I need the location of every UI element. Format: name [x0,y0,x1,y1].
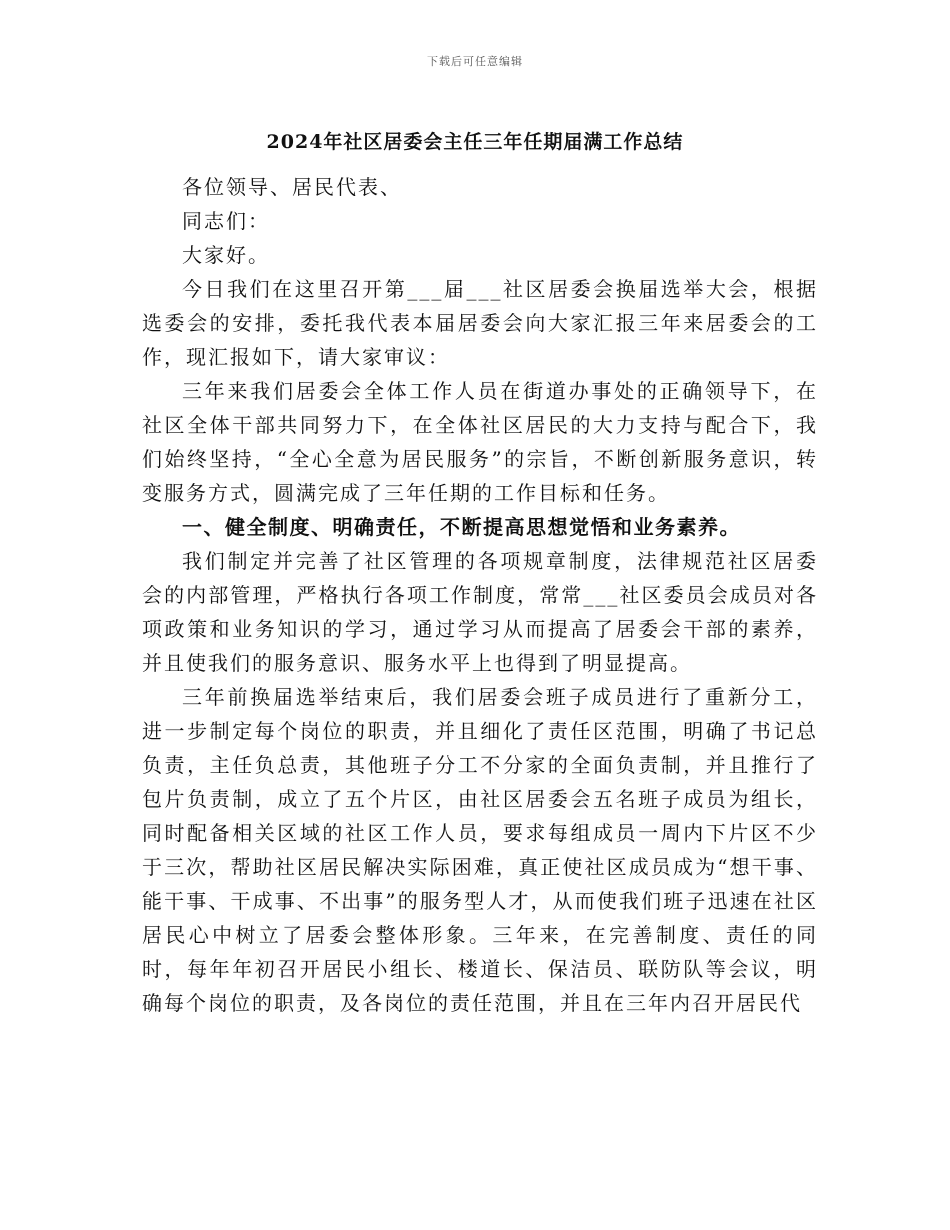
greeting-line: 同志们： [182,209,270,233]
document-body [142,170,818,1020]
greeting-line: 大家好。 [182,243,270,267]
body-paragraph: 今日我们在这里召开第___届___社区居委会换届选举大会，根据选委会的安排，委托我代表本届居委会向大家汇报三年来居委会的工作，现汇报如下，请大家审议： [142,277,818,369]
section-heading: 一、健全制度、明确责任，不断提高思想觉悟和业务素养。 [182,515,741,539]
body-paragraph: 三年前换届选举结束后，我们居委会班子成员进行了重新分工，进一步制定每个岗位的职责，并且细化了责任区范围，明确了书记总负责，主任负总责，其他班子分工不分家的全面负责制，并且推行了包片负责制，成立了五个片区，由社区居委会五名班子成员为组长，同时配备相关区域的社区工作人员，要求每组成员一周内下片区不少于三次，帮助社区居民解决实际困难，真正使社区成员成为“想干事、能干事、干成事、不出事”的服务型人才，从而使我们班子迅速在社区居民心中树立了居委会整体形象。三年来，在完善制度、责任的同时，每年年初召开居民小组长、楼道长、保洁员、联防队等会议，明确每个岗位的职责，及各岗位的责任范围，并且在三年内召开居民代 [142,685,818,1015]
document-title: 2024年社区居委会主任三年任期届满工作总结 [266,131,684,153]
body-paragraph: 我们制定并完善了社区管理的各项规章制度，法律规范社区居委会的内部管理，严格执行各项工作制度，常常___社区委员会成员对各项政策和业务知识的学习，通过学习从而提高了居委会干部的素养，并且使我们的服务意识、服务水平上也得到了明显提高。 [142,549,818,675]
page-header-note: 下载后可任意编辑 [427,55,523,68]
body-paragraph: 三年来我们居委会全体工作人员在街道办事处的正确领导下，在社区全体干部共同努力下，在全体社区居民的大力支持与配合下，我们始终坚持，“全心全意为居民服务”的宗旨，不断创新服务意识，转变服务方式，圆满完成了三年任期的工作目标和任务。 [142,379,818,505]
greeting-line: 各位领导、居民代表、 [182,175,402,199]
